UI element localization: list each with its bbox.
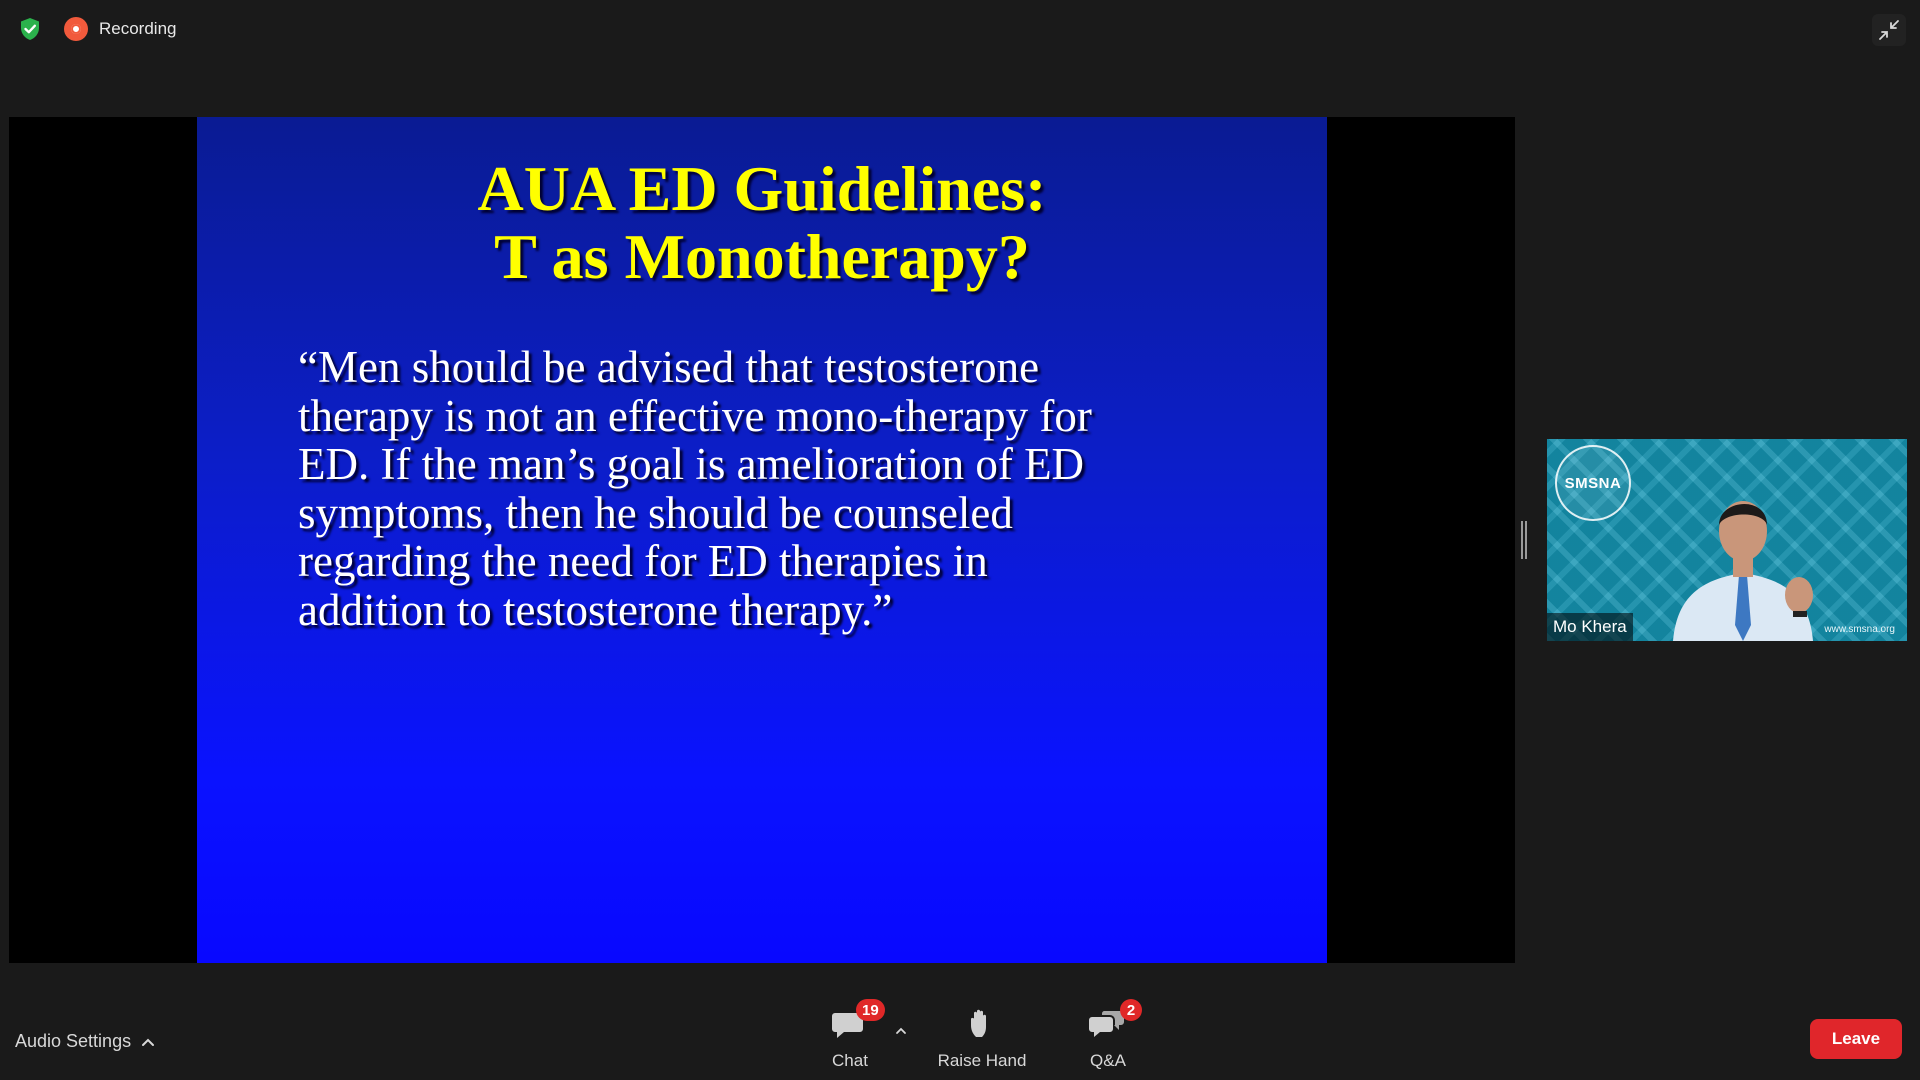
raise-hand-icon — [962, 1007, 1002, 1041]
presentation-slide — [197, 117, 1327, 963]
slide-title-line: T as Monotherapy? — [494, 221, 1030, 292]
chat-icon-wrap — [830, 1001, 879, 1041]
exit-fullscreen-button[interactable] — [1872, 14, 1906, 46]
screen-share-area — [9, 117, 1515, 963]
exit-fullscreen-icon — [1878, 19, 1900, 41]
qa-icon-wrap — [1088, 1001, 1136, 1041]
qa-unread-badge: 2 — [1120, 999, 1142, 1021]
slide-title-line: AUA ED Guidelines: — [477, 153, 1047, 224]
chevron-up-icon — [141, 1037, 155, 1047]
slide-quote — [298, 343, 1258, 634]
participant-avatar — [1643, 475, 1843, 641]
chat-unread-badge: 19 — [856, 999, 885, 1021]
slide-quote-line: addition to testosterone therapy.” — [298, 584, 893, 635]
qa-label: Q&A — [1090, 1051, 1126, 1070]
chat-button[interactable] — [829, 985, 879, 1080]
recording-label: Recording — [99, 19, 177, 38]
smsna-logo: SMSNA — [1555, 445, 1631, 521]
participant-name: Mo Khera — [1547, 613, 1633, 641]
slide-quote-line: ED. If the man’s goal is amelioration of ED — [298, 439, 1085, 489]
chat-options-chevron-icon[interactable] — [895, 1026, 907, 1036]
slide-quote-line: symptoms, then he should be counseled — [298, 487, 1013, 538]
top-bar — [0, 0, 1920, 60]
raise-hand-icon-wrap — [962, 1007, 1002, 1041]
raise-hand-label: Raise Hand — [937, 1051, 1027, 1070]
leave-button[interactable]: Leave — [1810, 1019, 1902, 1059]
participant-video-tile[interactable] — [1547, 439, 1907, 641]
raise-hand-button[interactable] — [936, 985, 1028, 1080]
video-watermark-url: www.smsna.org — [1824, 624, 1895, 635]
qa-button[interactable] — [1087, 985, 1136, 1080]
slide-quote-line: therapy is not an effective mono-therapy for — [298, 390, 1092, 441]
chat-label: Chat — [832, 1051, 868, 1070]
slide-quote-line: “Men should be advised that testosterone — [298, 342, 1040, 392]
shield-icon[interactable] — [19, 17, 41, 41]
slide-quote-line: regarding the need for ED therapies in — [298, 536, 988, 586]
recording-icon — [64, 17, 88, 41]
audio-settings-label: Audio Settings — [15, 1031, 132, 1051]
slide-title — [197, 155, 1327, 291]
meeting-toolbar — [0, 985, 1920, 1080]
audio-settings-button[interactable] — [15, 1031, 155, 1052]
panel-resize-handle[interactable] — [1521, 521, 1527, 559]
